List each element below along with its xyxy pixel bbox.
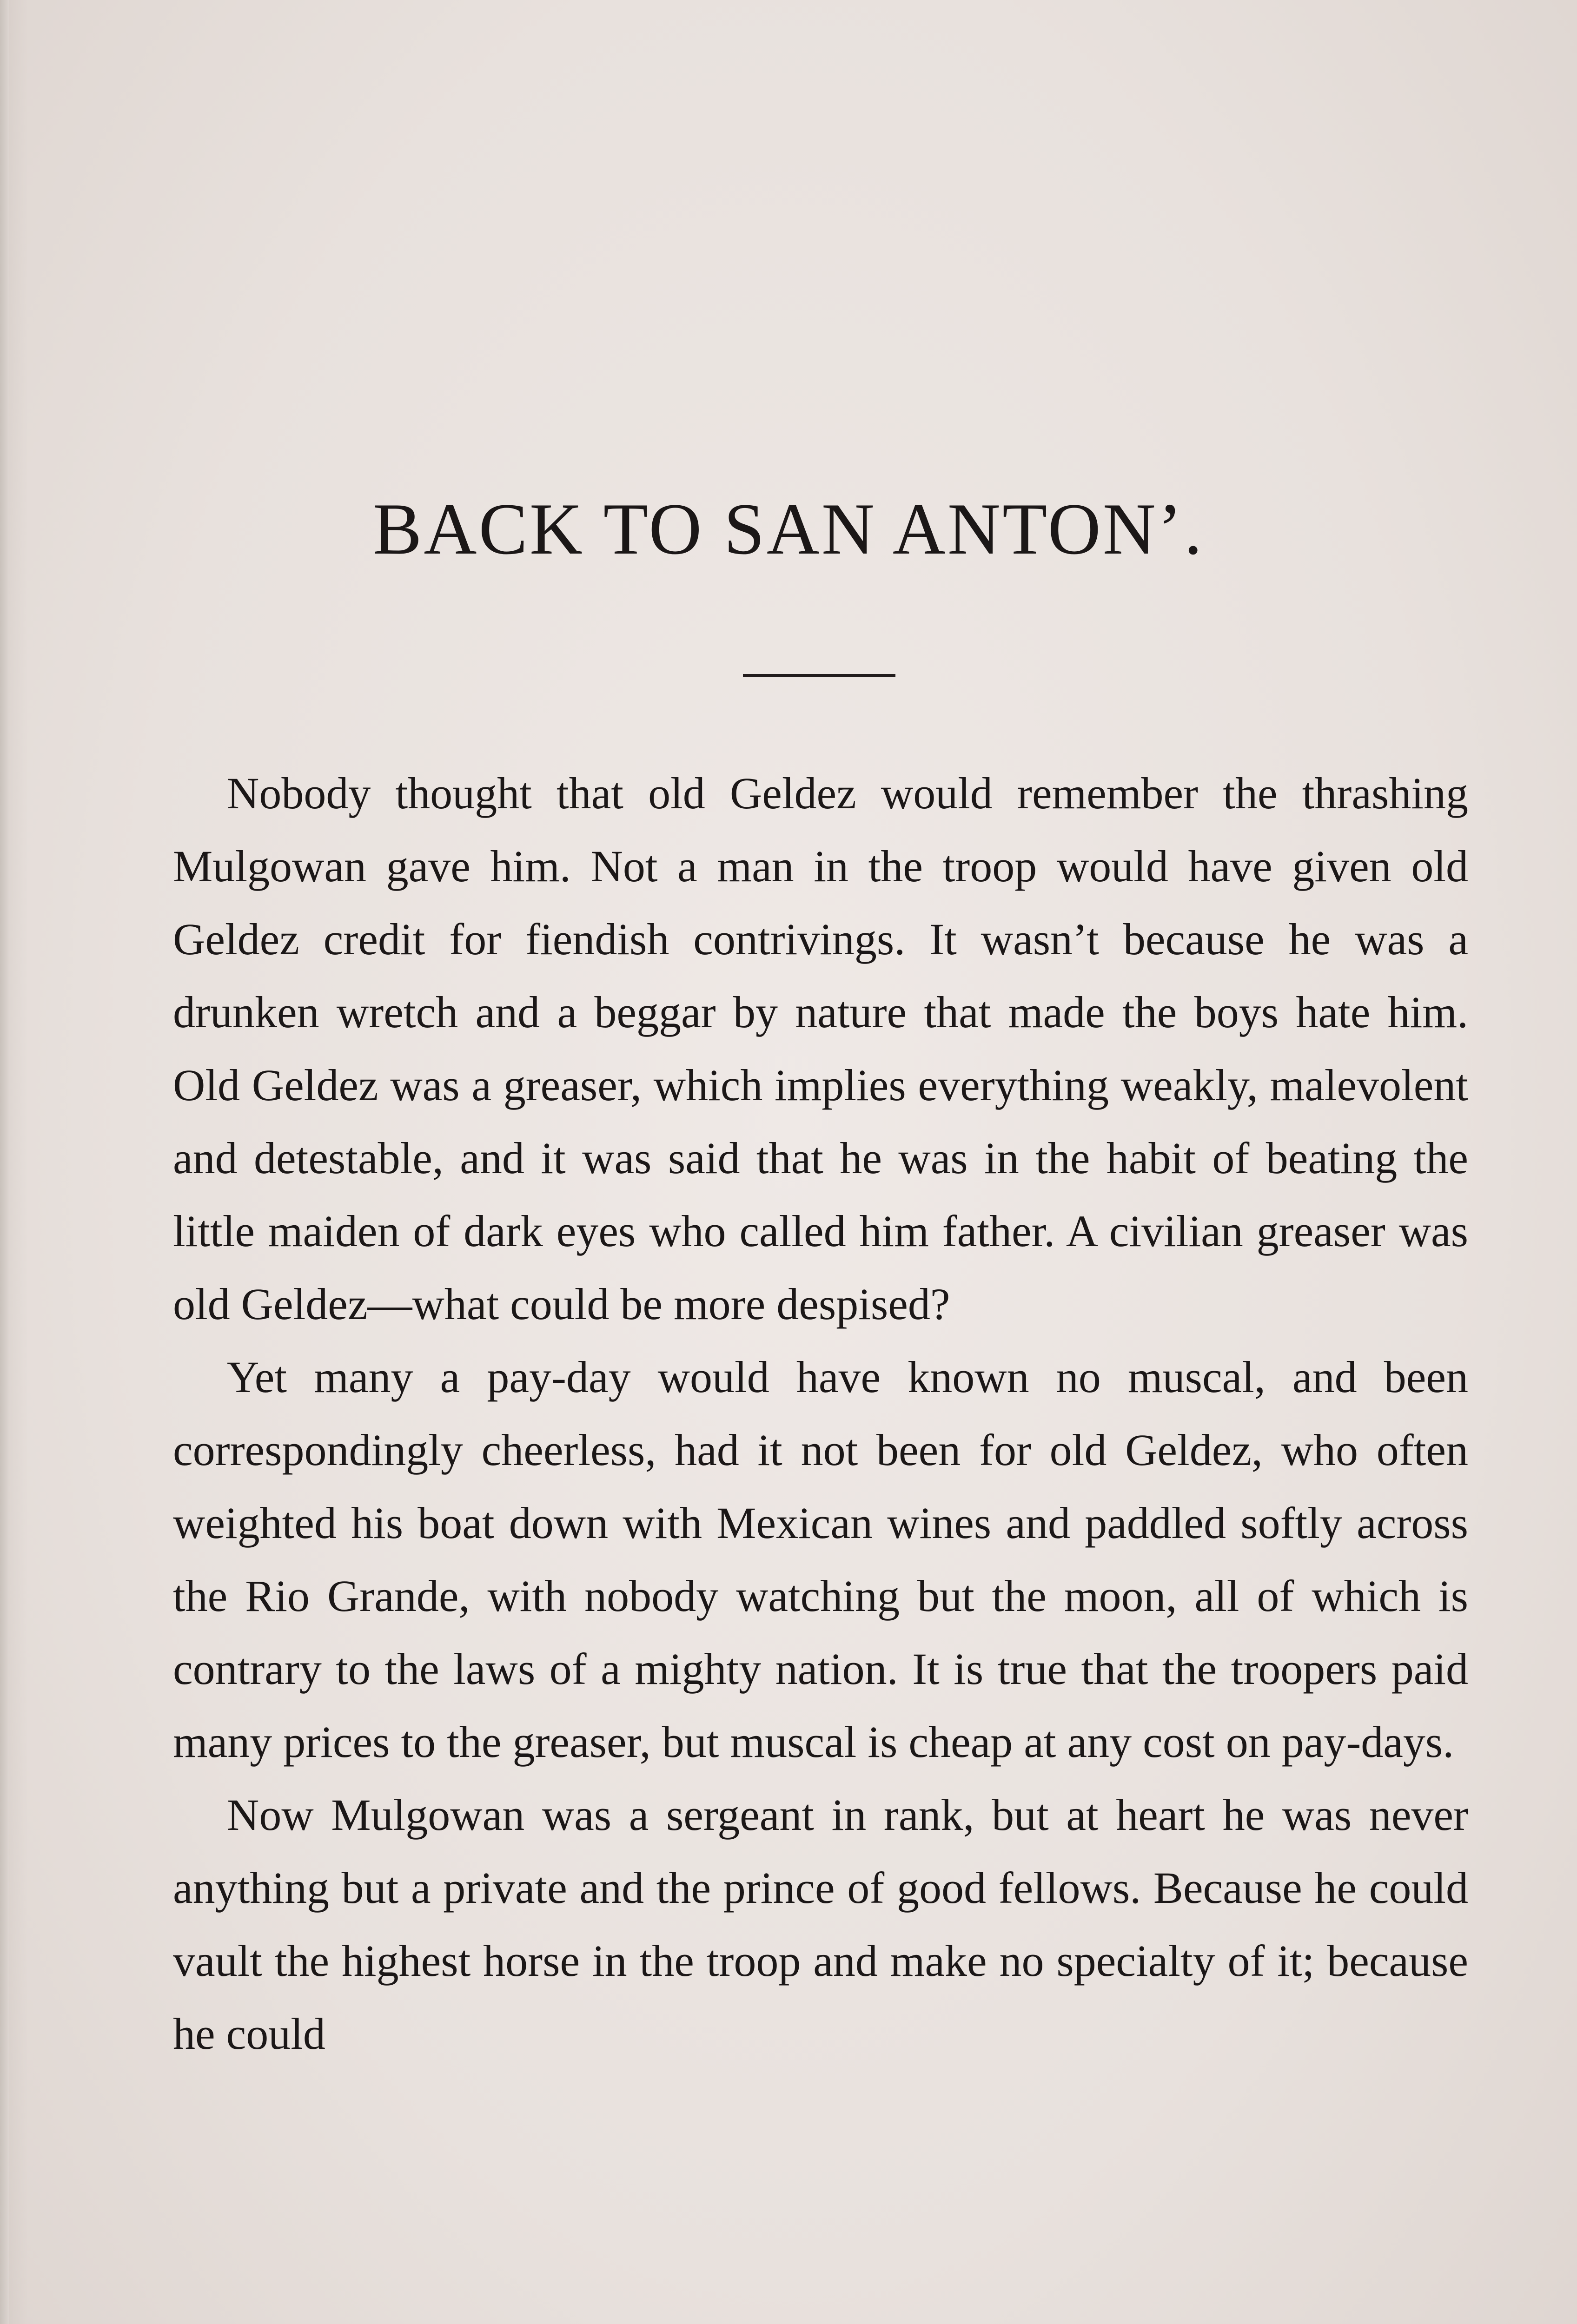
- paragraph-1: Nobody thought that old Geldez would remember the thrashing Mulgowan gave him. Not a man in the troop would have given old Geldez credit for fiendish contrivings. It wasn’t because he was a drunken wretch and a beggar by nature that made the boys hate him. Old Geldez was a greaser, which implies everything weakly, malevolent and detestable, and it was said that he was in the habit of beating the little maiden of dark eyes who called him father. A civilian greaser was old Geldez—what could be more despised?: [173, 768, 1468, 1329]
- paragraph-2: Yet many a pay-day would have known no muscal, and been correspondingly cheerless, had it not been for old Geldez, who often weighted his boat down with Mexican wines and paddled softly across the Rio Grande, with nobody watching but the moon, all of which is contrary to the laws of a mighty nation. It is true that the troopers paid many prices to the greaser, but muscal is cheap at any cost on pay-days.: [173, 1352, 1468, 1767]
- page-edge-shadow: [0, 0, 9, 2324]
- chapter-title: BACK TO SAN ANTON’.: [373, 489, 1204, 570]
- paragraph-3: Now Mulgowan was a sergeant in rank, but at heart he was never anything but a private and the prince of good fellows. Because he could vault the highest horse in the troop and make no specialty of it; because he could: [173, 1790, 1468, 2059]
- chapter-body: [173, 757, 1468, 2070]
- title-divider-rule: [743, 674, 895, 677]
